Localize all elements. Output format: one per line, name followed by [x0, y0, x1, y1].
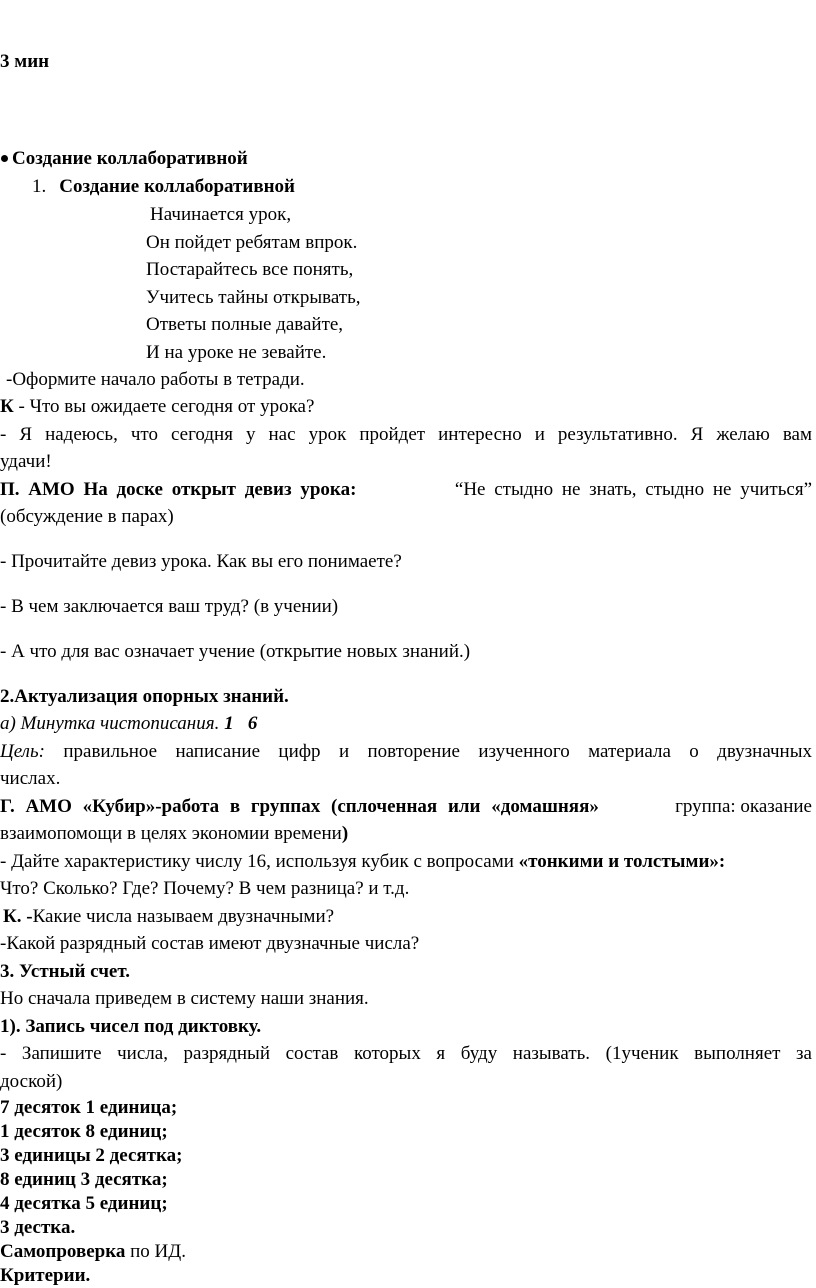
k-question: К - Что вы ожидаете сегодня от урока?	[0, 396, 315, 417]
poem-line-2: Он пойдет ребятам впрок.	[146, 232, 358, 253]
selfcheck-line: Самопроверка по ИД.	[0, 1241, 186, 1262]
section-2-title: 2.Актуализация опорных знаний.	[0, 686, 289, 707]
goal-line-2: числах.	[0, 768, 61, 789]
question-learning: - А что для вас означает учение (открытие новых знаний.)	[0, 641, 471, 662]
goal-line-1: Цель: правильное написание цифр и повторение изученного материала о двузначных	[0, 741, 812, 762]
section-3-intro: Но сначала приведем в систему наши знания.	[0, 988, 369, 1009]
motto-discussion: (обсуждение в парах)	[0, 506, 174, 527]
poem-line-6: И на уроке не зевайте.	[146, 342, 327, 363]
poem-line-1: Начинается урок,	[150, 204, 292, 225]
composition-question: -Какой разрядный состав имеют двузначные числа?	[0, 933, 420, 954]
poem-line-5: Ответы полные давайте,	[146, 314, 344, 335]
instruction-line-2: доской)	[0, 1071, 63, 1092]
dictation-item: 3 дестка.	[0, 1217, 76, 1238]
amo-line-1: Г. АМО «Кубир»-работа в группах (сплоченная или «домашняя» группа: оказание	[0, 796, 812, 817]
poem-line-3: Постарайтесь все понять,	[146, 259, 354, 280]
poem-line-4: Учитесь тайны открывать,	[146, 287, 361, 308]
bullet-icon	[1, 155, 8, 162]
dictation-item: 3 единицы 2 десятка;	[0, 1145, 183, 1166]
question-read-motto: - Прочитайте девиз урока. Как вы его понимаете?	[0, 551, 402, 572]
timer-label: 3 мин	[0, 51, 50, 72]
notebook-instruction: -Оформите начало работы в тетради.	[6, 369, 305, 390]
questions-line: Что? Сколько? Где? Почему? В чем разница? и т.д.	[0, 878, 410, 899]
dictation-item: 7 десяток 1 единица;	[0, 1097, 178, 1118]
question-work: - В чем заключается ваш труд? (в учении)	[0, 596, 339, 617]
criteria-label: Критерии.	[0, 1265, 91, 1286]
dictation-item: 1 десяток 8 единиц;	[0, 1121, 168, 1142]
dictation-title: 1). Запись чисел под диктовку.	[0, 1016, 262, 1037]
dictation-item: 4 десятка 5 единиц;	[0, 1193, 168, 1214]
instruction-line-1: - Запишите числа, разрядный состав которых я буду называть. (1ученик выполняет за	[0, 1043, 812, 1064]
amo-line-2: взаимопомощи в целях экономии времени)	[0, 823, 349, 844]
hope-line-2: удачи!	[0, 451, 52, 472]
section-3-title: 3. Устный счет.	[0, 961, 130, 982]
k2-question: К. -Какие числа называем двузначными?	[3, 906, 335, 927]
bullet-item: Создание коллаборативной	[0, 148, 816, 170]
hope-line-1: - Я надеюсь, что сегодня у нас урок пройдет интересно и результативно. Я желаю вам	[0, 424, 812, 445]
motto-line: П. АМО На доске открыт девиз урока: “Не стыдно не знать, стыдно не учиться”	[0, 479, 812, 500]
minutka-line: а) Минутка чистописания. 1 6	[0, 713, 258, 734]
dictation-item: 8 единиц 3 десятка;	[0, 1169, 168, 1190]
numbered-item: 1. Создание коллаборативной	[32, 176, 295, 197]
characterize-line: - Дайте характеристику числу 16, используя кубик с вопросами «тонкими и толстыми»:	[0, 851, 726, 872]
